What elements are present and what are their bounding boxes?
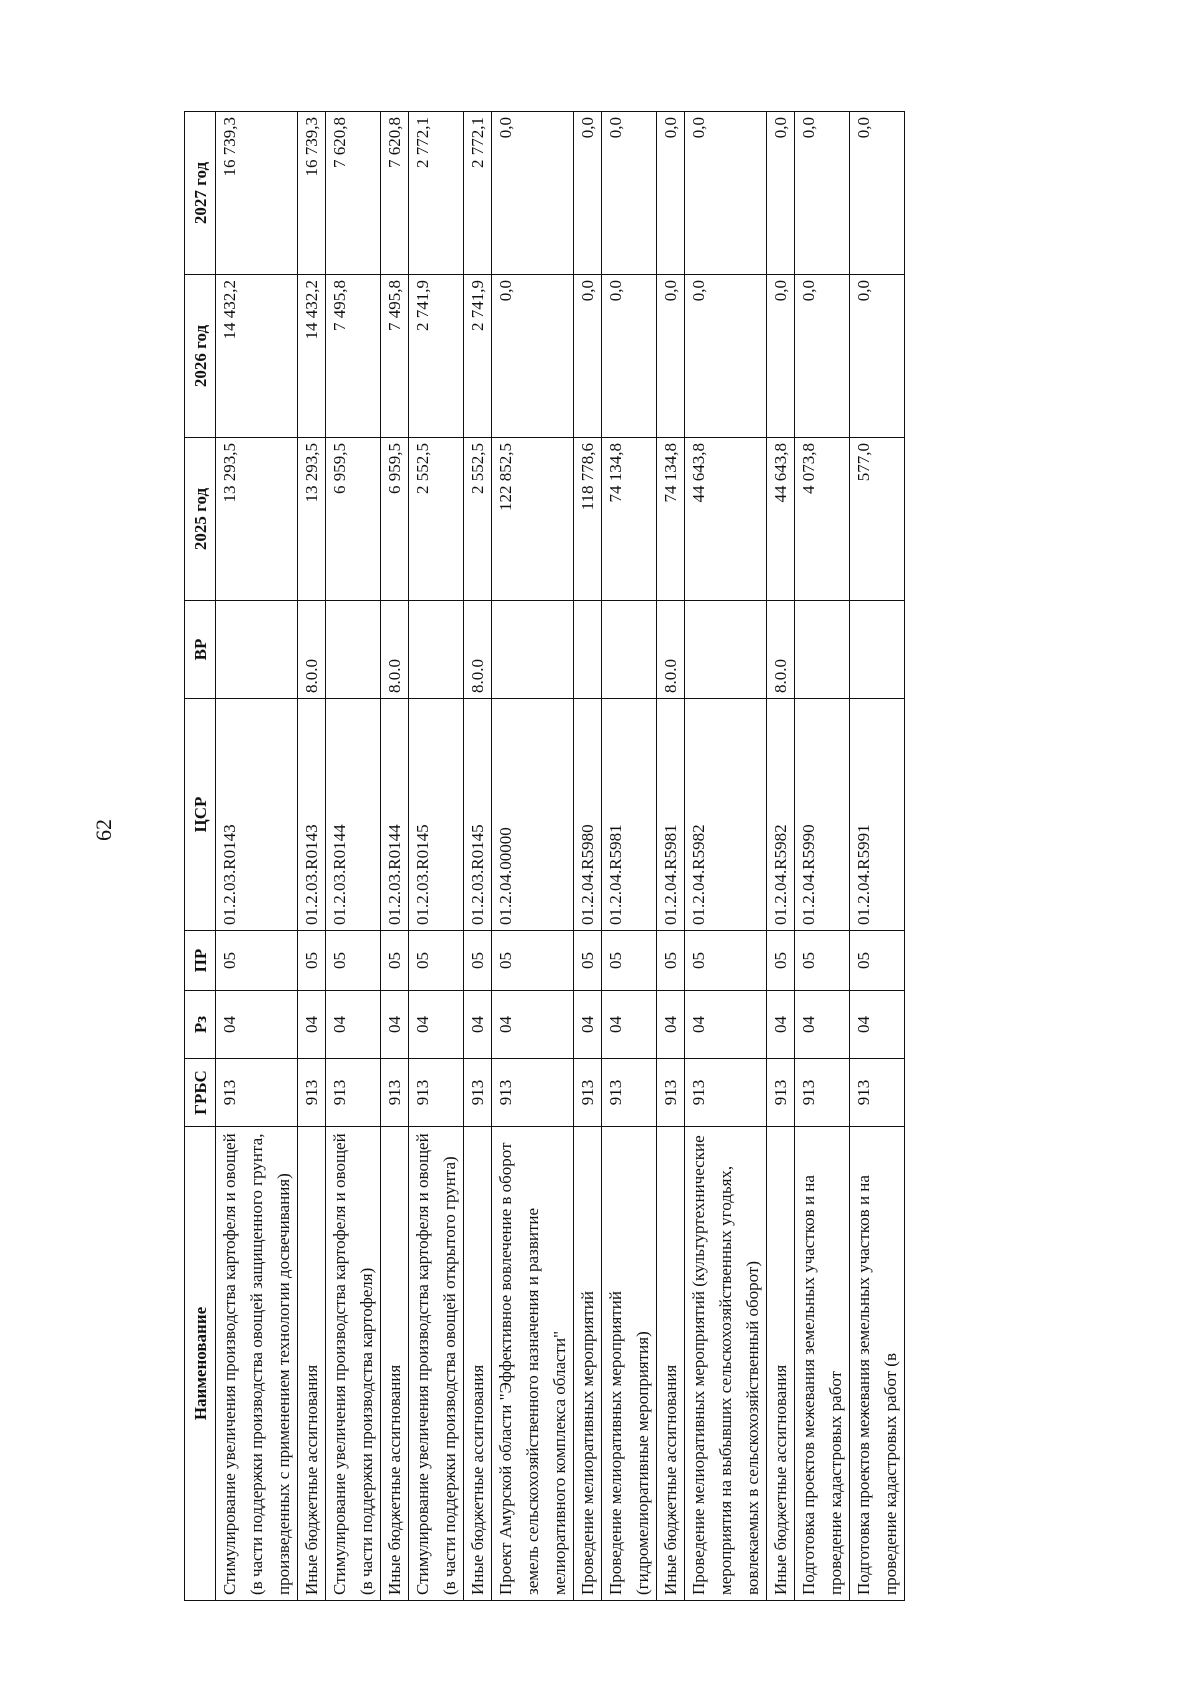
amount-2027-cell: 2 772,1 [464,112,492,275]
pr-cell: 05 [767,931,795,991]
pr-cell: 05 [216,931,298,991]
rz-cell: 04 [602,991,657,1059]
amount-2025-cell: 2 552,5 [464,438,492,601]
name-cell: Стимулирование увеличения производства картофеля и овощей (в части поддержки производства картофеля) [326,1127,381,1601]
table-row [298,112,326,1601]
csr-cell: 01.2.03.R0145 [464,699,492,931]
name-cell: Подготовка проектов межевания земельных участков и на проведение кадастровых работ [795,1127,850,1601]
csr-cell: 01.2.04.R5982 [685,699,767,931]
amount-2027-cell: 16 739,3 [216,112,298,275]
amount-2026-cell: 2 741,9 [464,275,492,438]
amount-2025-cell: 13 293,5 [298,438,326,601]
amount-2026-cell: 0,0 [850,275,905,438]
amount-2027-cell: 0,0 [685,112,767,275]
amount-2026-cell: 0,0 [685,275,767,438]
amount-2025-cell: 4 073,8 [795,438,850,601]
amount-2026-cell: 0,0 [574,275,602,438]
vr-cell: 8.0.0 [657,601,685,699]
name-cell: Иные бюджетные ассигнования [381,1127,409,1601]
header-2026: 2026 год [185,275,216,438]
grbs-cell: 913 [795,1059,850,1127]
table-row [795,112,850,1601]
csr-cell: 01.2.04.00000 [492,699,574,931]
grbs-cell: 913 [767,1059,795,1127]
amount-2027-cell: 0,0 [767,112,795,275]
header-rz: Рз [185,991,216,1059]
header-pr: ПР [185,931,216,991]
table-row [767,112,795,1601]
rz-cell: 04 [574,991,602,1059]
rz-cell: 04 [298,991,326,1059]
vr-cell: 8.0.0 [767,601,795,699]
grbs-cell: 913 [326,1059,381,1127]
amount-2025-cell: 44 643,8 [685,438,767,601]
amount-2026-cell: 0,0 [795,275,850,438]
pr-cell: 05 [381,931,409,991]
pr-cell: 05 [685,931,767,991]
page-number-text: 62 [91,819,116,841]
amount-2027-cell: 2 772,1 [409,112,464,275]
vr-cell [685,601,767,699]
rz-cell: 04 [464,991,492,1059]
amount-2027-cell: 0,0 [492,112,574,275]
csr-cell: 01.2.03.R0143 [216,699,298,931]
csr-cell: 01.2.03.R0144 [326,699,381,931]
name-cell: Проведение мелиоративных мероприятий (культуртехнические мероприятия на выбывших сельскохозяйственных угодьях, вовлекаемых в сельскохозяйственный оборот) [685,1127,767,1601]
table-row [492,112,574,1601]
name-cell: Проведение мелиоративных мероприятий (гидромелиоративные мероприятия) [602,1127,657,1601]
rz-cell: 04 [381,991,409,1059]
vr-cell [602,601,657,699]
name-cell: Иные бюджетные ассигнования [657,1127,685,1601]
amount-2027-cell: 16 739,3 [298,112,326,275]
name-cell: Проведение мелиоративных мероприятий [574,1127,602,1601]
grbs-cell: 913 [685,1059,767,1127]
grbs-cell: 913 [409,1059,464,1127]
grbs-cell: 913 [381,1059,409,1127]
pr-cell: 05 [298,931,326,991]
pr-cell: 05 [602,931,657,991]
csr-cell: 01.2.03.R0143 [298,699,326,931]
vr-cell: 8.0.0 [464,601,492,699]
pr-cell: 05 [492,931,574,991]
csr-cell: 01.2.04.R5981 [602,699,657,931]
header-row [185,112,216,1601]
csr-cell: 01.2.04.R5991 [850,699,905,931]
csr-cell: 01.2.04.R5982 [767,699,795,931]
amount-2026-cell: 2 741,9 [409,275,464,438]
table-row [464,112,492,1601]
table-row [326,112,381,1601]
header-vr: ВР [185,601,216,699]
csr-cell: 01.2.04.R5980 [574,699,602,931]
table-row [850,112,905,1601]
csr-cell: 01.2.04.R5990 [795,699,850,931]
rz-cell: 04 [216,991,298,1059]
table-row [657,112,685,1601]
rz-cell: 04 [795,991,850,1059]
rz-cell: 04 [657,991,685,1059]
header-name: Наименование [185,1127,216,1601]
header-grbs: ГРБС [185,1059,216,1127]
pr-cell: 05 [574,931,602,991]
table-row [381,112,409,1601]
budget-table [184,111,905,1601]
table-body [216,112,905,1601]
amount-2026-cell: 0,0 [657,275,685,438]
rz-cell: 04 [685,991,767,1059]
vr-cell [492,601,574,699]
pr-cell: 05 [795,931,850,991]
grbs-cell: 913 [298,1059,326,1127]
csr-cell: 01.2.03.R0145 [409,699,464,931]
vr-cell: 8.0.0 [381,601,409,699]
vr-cell: 8.0.0 [298,601,326,699]
rz-cell: 04 [326,991,381,1059]
amount-2025-cell: 2 552,5 [409,438,464,601]
amount-2025-cell: 44 643,8 [767,438,795,601]
grbs-cell: 913 [574,1059,602,1127]
name-cell: Проект Амурской области "Эффективное вовлечение в оборот земель сельскохозяйственного назначения и развитие мелиоративного комплекса области" [492,1127,574,1601]
table-row [574,112,602,1601]
grbs-cell: 913 [216,1059,298,1127]
amount-2027-cell: 7 620,8 [326,112,381,275]
table-row [685,112,767,1601]
amount-2027-cell: 0,0 [602,112,657,275]
grbs-cell: 913 [602,1059,657,1127]
header-csr: ЦСР [185,699,216,931]
amount-2026-cell: 7 495,8 [326,275,381,438]
rz-cell: 04 [492,991,574,1059]
amount-2027-cell: 0,0 [574,112,602,275]
amount-2025-cell: 6 959,5 [326,438,381,601]
amount-2025-cell: 122 852,5 [492,438,574,601]
vr-cell [850,601,905,699]
amount-2026-cell: 0,0 [492,275,574,438]
pr-cell: 05 [326,931,381,991]
amount-2025-cell: 74 134,8 [602,438,657,601]
name-cell: Иные бюджетные ассигнования [767,1127,795,1601]
csr-cell: 01.2.04.R5981 [657,699,685,931]
amount-2026-cell: 14 432,2 [216,275,298,438]
grbs-cell: 913 [492,1059,574,1127]
vr-cell [326,601,381,699]
amount-2025-cell: 74 134,8 [657,438,685,601]
vr-cell [216,601,298,699]
amount-2026-cell: 0,0 [602,275,657,438]
csr-cell: 01.2.03.R0144 [381,699,409,931]
amount-2026-cell: 14 432,2 [298,275,326,438]
name-cell: Иные бюджетные ассигнования [464,1127,492,1601]
amount-2027-cell: 0,0 [657,112,685,275]
vr-cell [574,601,602,699]
amount-2025-cell: 577,0 [850,438,905,601]
amount-2025-cell: 6 959,5 [381,438,409,601]
name-cell: Стимулирование увеличения производства картофеля и овощей (в части поддержки производства овощей открытого грунта) [409,1127,464,1601]
rz-cell: 04 [409,991,464,1059]
rz-cell: 04 [767,991,795,1059]
amount-2026-cell: 0,0 [767,275,795,438]
name-cell: Иные бюджетные ассигнования [298,1127,326,1601]
amount-2025-cell: 118 778,6 [574,438,602,601]
header-2025: 2025 год [185,438,216,601]
pr-cell: 05 [850,931,905,991]
name-cell: Стимулирование увеличения производства картофеля и овощей (в части поддержки производства овощей защищенного грунта, произведенных с применением технологии досвечивания) [216,1127,298,1601]
amount-2027-cell: 0,0 [795,112,850,275]
table-row [409,112,464,1601]
pr-cell: 05 [409,931,464,991]
amount-2025-cell: 13 293,5 [216,438,298,601]
name-cell: Подготовка проектов межевания земельных участков и на проведение кадастровых работ (в [850,1127,905,1601]
table-row [602,112,657,1601]
grbs-cell: 913 [850,1059,905,1127]
vr-cell [409,601,464,699]
vr-cell [795,601,850,699]
grbs-cell: 913 [464,1059,492,1127]
amount-2026-cell: 7 495,8 [381,275,409,438]
header-2027: 2027 год [185,112,216,275]
grbs-cell: 913 [657,1059,685,1127]
pr-cell: 05 [657,931,685,991]
amount-2027-cell: 0,0 [850,112,905,275]
rz-cell: 04 [850,991,905,1059]
table-row [216,112,298,1601]
amount-2027-cell: 7 620,8 [381,112,409,275]
pr-cell: 05 [464,931,492,991]
